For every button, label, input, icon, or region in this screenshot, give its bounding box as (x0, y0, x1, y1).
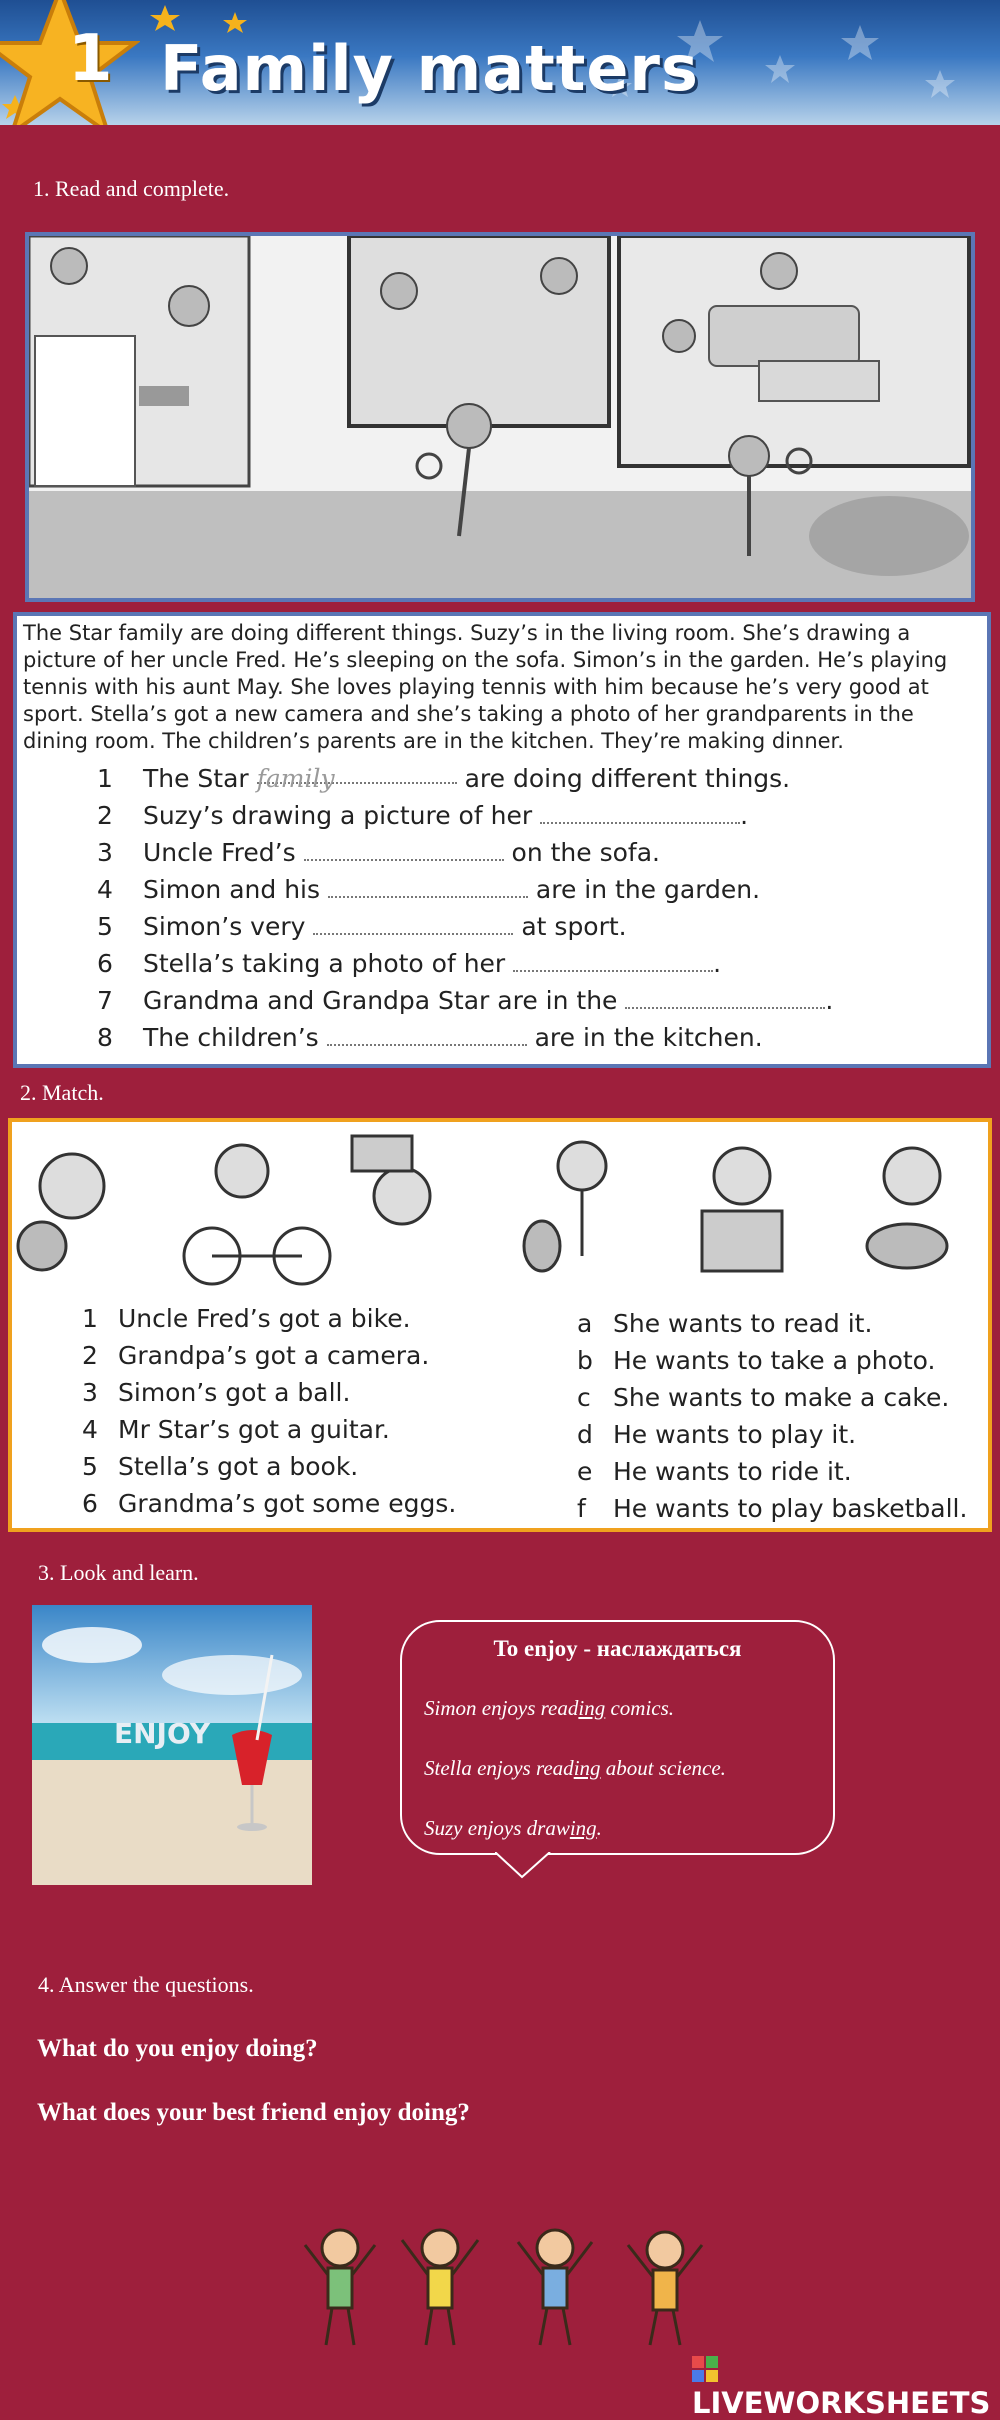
bubble-tail (495, 1852, 555, 1882)
item-text: She wants to make a cake. (613, 1383, 950, 1412)
section-4-label: 4. Answer the questions. (38, 1972, 254, 1997)
question-text-after: at sport. (521, 912, 627, 941)
question-item (97, 1023, 763, 1052)
bubble-title: To enjoy - наслаждаться (493, 1636, 742, 1661)
question-number: 2 (97, 801, 113, 830)
question-text-after: . (825, 986, 834, 1015)
family-house-illustration (25, 232, 975, 602)
match-right-item[interactable] (577, 1457, 852, 1486)
question-item (97, 764, 790, 793)
question-number: 1 (97, 764, 113, 793)
question-text-before: Uncle Fred’s (142, 838, 296, 867)
item-text: Mr Star’s got a guitar. (118, 1415, 390, 1444)
question-text-after: . (740, 801, 749, 830)
match-left-item (82, 1378, 350, 1407)
section-2-label: 2. Match. (20, 1080, 104, 1105)
page-title: Family matters (160, 32, 699, 105)
liveworksheets-icon (692, 2356, 718, 2382)
item-number: 5 (82, 1452, 98, 1481)
question-text-before: Simon and his (142, 875, 321, 904)
item-text: Simon’s got a ball. (118, 1378, 351, 1407)
question-text-before: Stella’s taking a photo of her (142, 949, 506, 978)
family-house-drawing (29, 236, 971, 598)
item-text: Grandpa’s got a camera. (118, 1341, 430, 1370)
answer-input[interactable] (256, 764, 457, 793)
item-text: Uncle Fred’s got a bike. (118, 1304, 411, 1333)
question-item (97, 949, 721, 978)
item-letter: d (577, 1420, 593, 1449)
reading-paragraph: The Star family are doing different things. Suzy’s in the living room. She’s drawing a picture of her uncle Fred. He’s sleeping on the sofa. Simon’s in the garden. He’s playing tennis with his aunt May. She loves playing tennis with him because he’s very good at sport. Stella’s got a new camera and she’s taking a photo of her grandparents in the dining room. The children’s parents are in the kitchen. They’re making dinner. (23, 621, 948, 753)
speech-bubble (400, 1620, 835, 1855)
question-number: 4 (97, 875, 113, 904)
answer-input[interactable] (313, 915, 513, 935)
match-exercise (8, 1118, 992, 1532)
answer-input[interactable] (625, 989, 825, 1009)
item-letter: e (577, 1457, 593, 1486)
question-text-before: Grandma and Grandpa Star are in the (142, 986, 618, 1015)
item-text: Stella’s got a book. (118, 1452, 359, 1481)
question-text-after: are in the garden. (535, 875, 761, 904)
question-text-before: Simon’s very (142, 912, 306, 941)
match-pictures (12, 1126, 988, 1301)
question-text-after: . (713, 949, 722, 978)
unit-header (0, 0, 1000, 125)
match-right-item[interactable] (577, 1346, 935, 1375)
question-text-after: are doing different things. (464, 764, 791, 793)
question-number: 5 (97, 912, 113, 941)
item-number: 2 (82, 1341, 98, 1370)
item-letter: b (577, 1346, 593, 1375)
question-item (97, 875, 760, 904)
answer-input[interactable] (304, 841, 504, 861)
question-2: What does your best friend enjoy doing? (37, 2099, 470, 2126)
match-right-item[interactable] (577, 1420, 856, 1449)
example-sentence: Stella enjoys reading about science. (424, 1756, 726, 1780)
example-sentence: Suzy enjoys drawing. (424, 1816, 602, 1840)
item-letter: f (577, 1494, 586, 1523)
enjoy-beach-image (32, 1605, 312, 1885)
answer-input[interactable] (327, 1026, 527, 1046)
example-sentence: Simon enjoys reading comics. (424, 1696, 675, 1720)
question-item (97, 838, 660, 867)
question-item (97, 912, 627, 941)
unit-number: 1 (68, 22, 113, 96)
question-text-before: The children’s (142, 1023, 319, 1052)
match-right-item[interactable] (577, 1383, 949, 1412)
question-1: What do you enjoy doing? (37, 2035, 318, 2062)
question-text-after: are in the kitchen. (534, 1023, 763, 1052)
answer-input[interactable] (328, 878, 528, 898)
answer-value: family (256, 764, 335, 793)
question-number: 7 (97, 986, 113, 1015)
match-left-item (82, 1341, 429, 1370)
match-right-item[interactable] (577, 1309, 872, 1338)
question-text-after: on the sofa. (511, 838, 660, 867)
logo-text: LIVEWORKSHEETS (692, 2386, 991, 2420)
answer-input[interactable] (540, 804, 740, 824)
item-text: She wants to read it. (613, 1309, 873, 1338)
question-text-before: The Star (142, 764, 249, 793)
item-text: He wants to play it. (613, 1420, 857, 1449)
liveworksheets-logo[interactable] (692, 2352, 1000, 2420)
section-1-label: 1. Read and complete. (33, 176, 230, 201)
answer-input[interactable] (513, 952, 713, 972)
item-number: 4 (82, 1415, 98, 1444)
match-left-item (82, 1452, 358, 1481)
question-item (97, 986, 833, 1015)
item-number: 3 (82, 1378, 98, 1407)
match-left-item (82, 1415, 390, 1444)
item-number: 1 (82, 1304, 98, 1333)
item-number: 6 (82, 1489, 98, 1518)
item-text: Grandma’s got some eggs. (118, 1489, 457, 1518)
match-left-item (82, 1304, 411, 1333)
enjoy-image-word: ENJOY (114, 1717, 211, 1750)
question-number: 8 (97, 1023, 113, 1052)
item-text: He wants to ride it. (613, 1457, 852, 1486)
item-text: He wants to play basketball. (613, 1494, 968, 1523)
match-left-item (82, 1489, 456, 1518)
match-right-item[interactable] (577, 1494, 967, 1523)
question-text-before: Suzy’s drawing a picture of her (142, 801, 533, 830)
question-number: 6 (97, 949, 113, 978)
dancing-kids-illustration (290, 2220, 730, 2360)
question-number: 3 (97, 838, 113, 867)
section-3-label: 3. Look and learn. (38, 1560, 199, 1585)
question-item (97, 801, 748, 830)
item-letter: a (577, 1309, 593, 1338)
item-letter: c (577, 1383, 591, 1412)
item-text: He wants to take a photo. (613, 1346, 936, 1375)
reading-exercise (13, 612, 991, 1068)
